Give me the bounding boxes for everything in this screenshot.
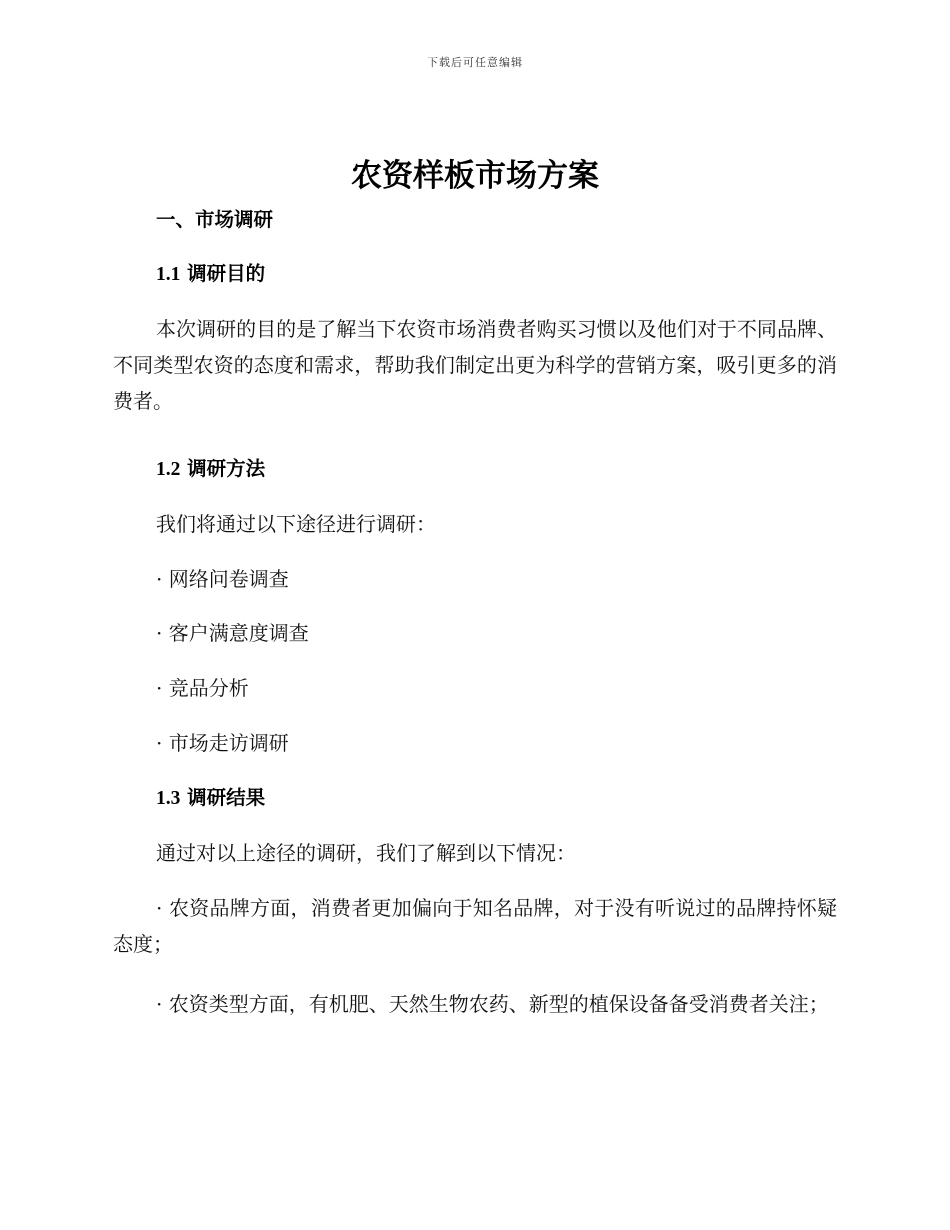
paragraph-research-purpose: 本次调研的目的是了解当下农资市场消费者购买习惯以及他们对于不同品牌、不同类型农资的态度和需求，帮助我们制定出更为科学的营销方案，吸引更多的消费者。 xyxy=(113,317,837,413)
subheading-research-purpose xyxy=(113,256,837,293)
page-header-note: 下载后可任意编辑 xyxy=(427,56,523,69)
subheading-text: 调研方法 xyxy=(187,457,266,480)
list-item-method: · 客户满意度调查 xyxy=(156,621,309,645)
list-item-method: · 网络问卷调查 xyxy=(156,567,289,591)
list-item-method: · 市场走访调研 xyxy=(156,731,289,755)
subheading-research-method xyxy=(113,451,837,488)
list-item-result: · 农资类型方面，有机肥、天然生物农药、新型的植保设备备受消费者关注； xyxy=(156,992,829,1016)
subheading-number: 1.1 xyxy=(156,264,181,285)
subheading-research-results xyxy=(113,780,837,817)
paragraph-results-intro: 通过对以上途径的调研，我们了解到以下情况： xyxy=(156,841,576,865)
paragraph-method-intro: 我们将通过以下途径进行调研： xyxy=(156,512,436,536)
document-title: 农资样板市场方案 xyxy=(351,158,599,194)
list-item-method: · 竞品分析 xyxy=(156,676,249,700)
section-heading-market-research: 一、市场调研 xyxy=(156,208,274,231)
subheading-text: 调研目的 xyxy=(187,262,266,285)
subheading-text: 调研结果 xyxy=(187,786,266,809)
subheading-number: 1.2 xyxy=(156,459,181,480)
list-item-result: · 农资品牌方面，消费者更加偏向于知名品牌，对于没有听说过的品牌持怀疑态度； xyxy=(113,896,837,956)
subheading-number: 1.3 xyxy=(156,788,181,809)
